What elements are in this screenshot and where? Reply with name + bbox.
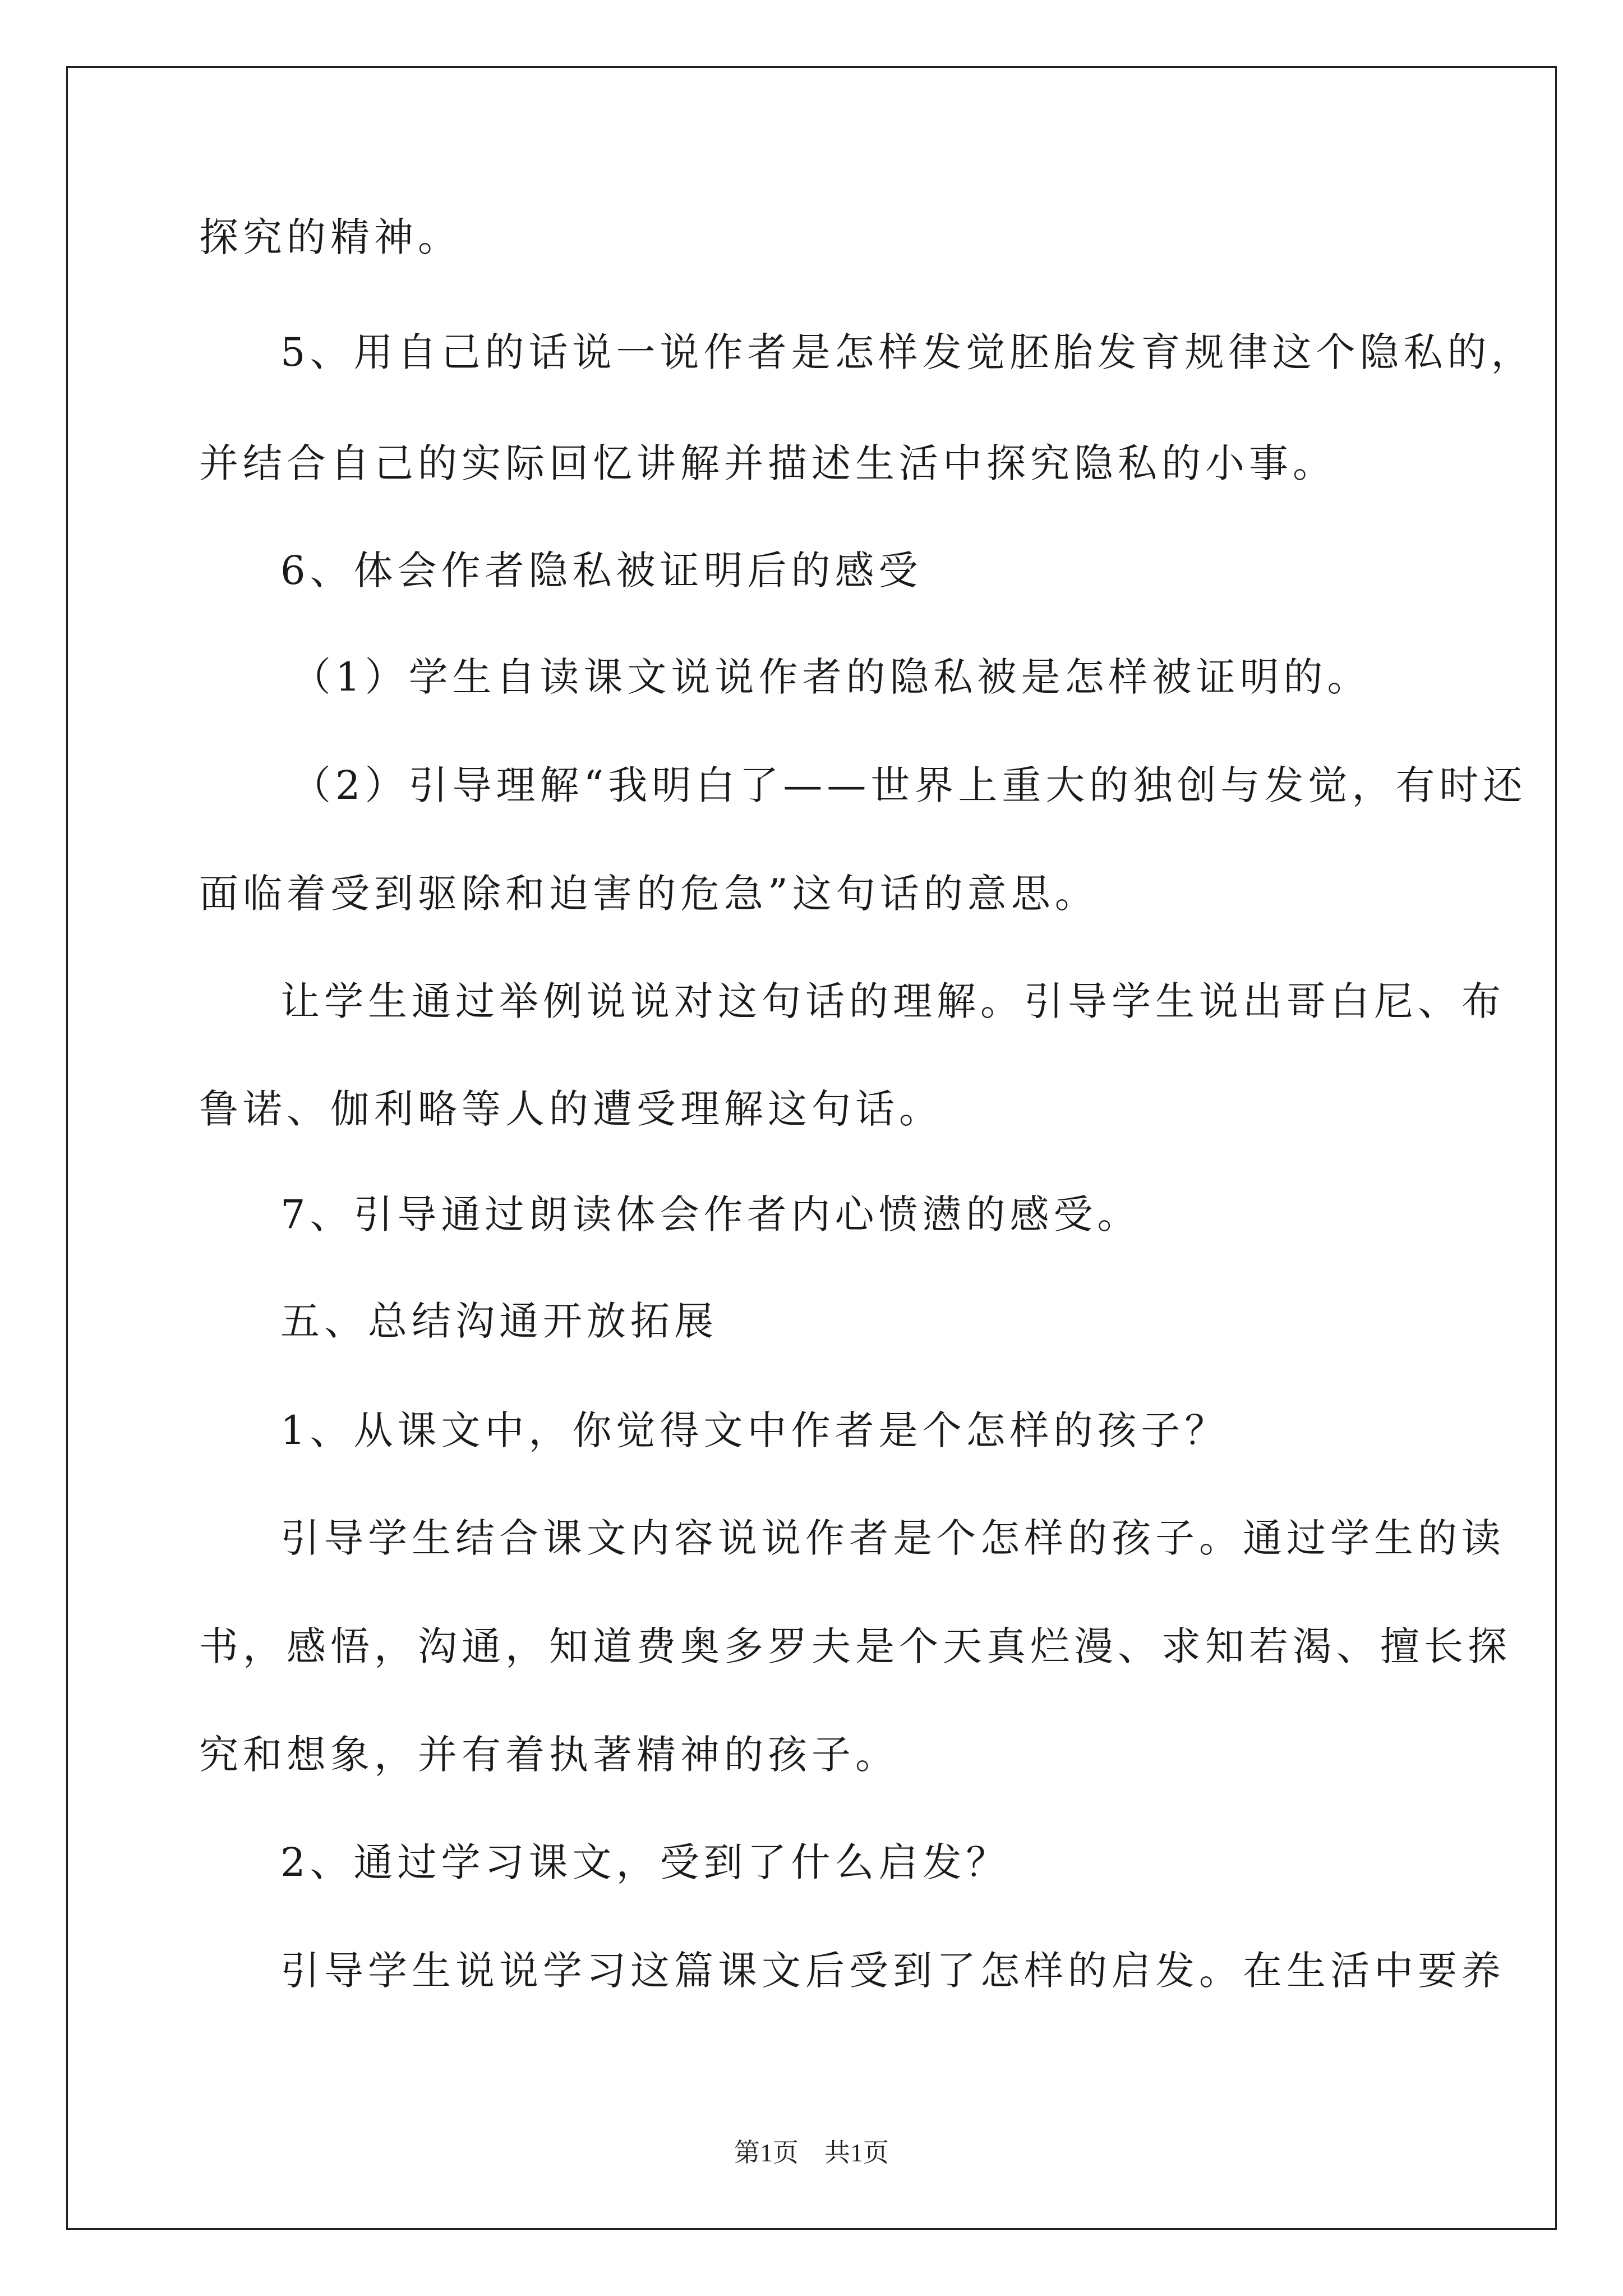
text-line: 书，感悟，沟通，知道费奥多罗夫是个天真烂漫、求知若渴、擅长探 (199, 1623, 1511, 1669)
text-line: 5、用自己的话说一说作者是怎样发觉胚胎发育规律这个隐私的， (280, 329, 1535, 375)
text-line: 2、通过学习课文，受到了什么启发？ (280, 1839, 1010, 1885)
text-line: （1）学生自读课文说说作者的隐私被是怎样被证明的。 (292, 654, 1371, 700)
text-line: 引导学生说说学习这篇课文后受到了怎样的启发。在生活中要养 (280, 1948, 1505, 1994)
text-line: 究和想象，并有着执著精神的孩子。 (199, 1732, 899, 1778)
text-line: 面临着受到驱除和迫害的危急”这句话的意思。 (199, 871, 1099, 917)
page-number-footer: 第1页 共1页 (734, 2138, 889, 2167)
text-line: 1、从课文中，你觉得文中作者是个怎样的孩子？ (280, 1407, 1229, 1453)
page-border (66, 66, 1557, 2230)
text-line: 探究的精神。 (199, 214, 462, 260)
text-line: 鲁诺、伽利略等人的遭受理解这句话。 (199, 1086, 943, 1132)
text-line: （2）引导理解“我明白了——世界上重大的独创与发觉，有时还 (292, 762, 1527, 808)
text-line: 6、体会作者隐私被证明后的感受 (280, 547, 923, 593)
text-line: 引导学生结合课文内容说说作者是个怎样的孩子。通过学生的读 (280, 1515, 1505, 1561)
text-line: 并结合自己的实际回忆讲解并描述生活中探究隐私的小事。 (199, 440, 1336, 486)
section-heading: 五、总结沟通开放拓展 (280, 1298, 718, 1344)
text-line: 让学生通过举例说说对这句话的理解。引导学生说出哥白尼、布 (280, 978, 1505, 1024)
text-line: 7、引导通过朗读体会作者内心愤懑的感受。 (280, 1191, 1141, 1237)
